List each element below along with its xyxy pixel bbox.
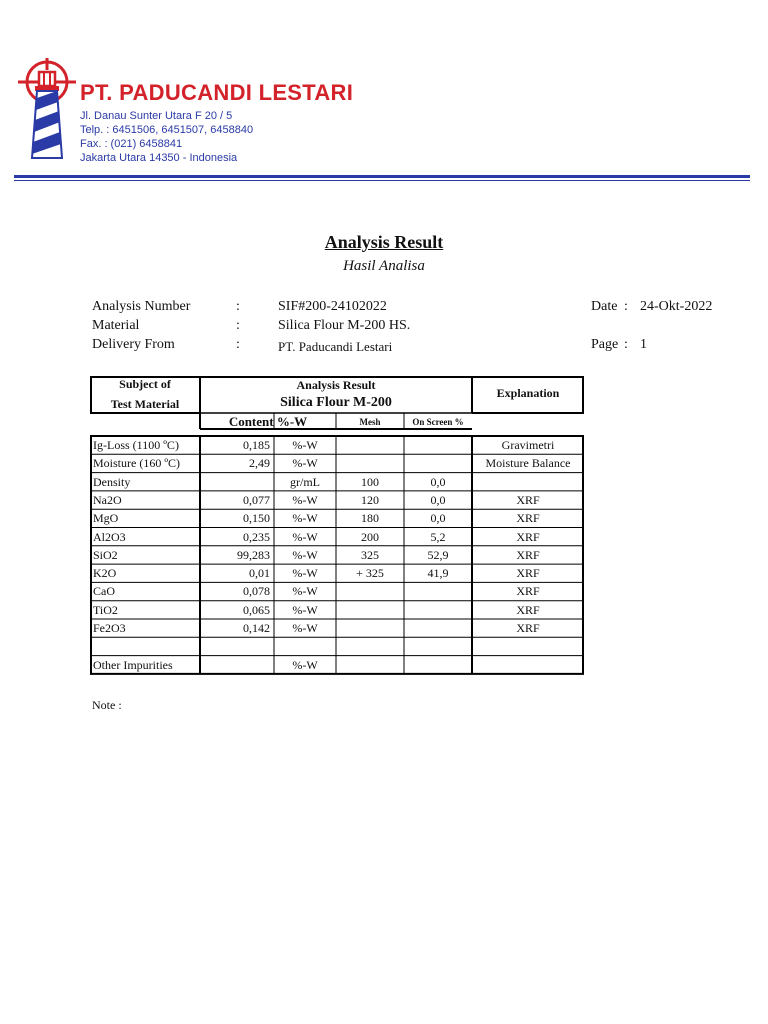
analysis-result-header: Analysis Result [296, 378, 376, 392]
cell-subject: Moisture (160 ºC) [93, 456, 181, 471]
cell-subject: CaO [93, 584, 115, 599]
analysis-number-value: SIF#200-24102022 [278, 299, 387, 314]
cell-unit: %-W [292, 621, 318, 635]
content-header: Content %-W [228, 414, 308, 429]
cell-mesh: 325 [361, 547, 379, 562]
subject-header-line1: Subject of [119, 377, 171, 391]
cell-unit: gr/mL [290, 474, 320, 489]
cell-explanation: XRF [516, 621, 540, 635]
cell-unit: %-W [292, 657, 318, 672]
company-telephone: Telp. : 6451506, 6451507, 6458840 [80, 124, 254, 136]
cell-mesh: 120 [361, 492, 379, 507]
cell-unit: %-W [292, 566, 318, 581]
cell-value: 2,49 [249, 456, 270, 471]
analysis-number-colon: : [236, 299, 240, 314]
material-value: Silica Flour M-200 HS. [278, 318, 411, 333]
cell-unit: %-W [292, 456, 318, 471]
cell-unit: %-W [292, 511, 318, 526]
cell-subject: Other Impurities [93, 657, 173, 672]
page-value: 1 [640, 337, 647, 352]
header-divider-thin [14, 180, 750, 181]
cell-explanation: XRF [516, 602, 540, 617]
onscreen-header: On Screen % [412, 417, 464, 427]
page-colon: : [624, 337, 628, 352]
cell-unit: %-W [292, 492, 318, 507]
cell-subject: MgO [93, 511, 119, 526]
cell-value: 0,185 [243, 438, 270, 452]
cell-onscreen: 41,9 [427, 566, 449, 581]
cell-subject: Na2O [93, 492, 122, 507]
delivery-from-colon: : [236, 337, 240, 352]
cell-subject: Al2O3 [93, 529, 126, 544]
cell-mesh: + 325 [356, 566, 384, 581]
cell-value: 0,150 [243, 511, 270, 526]
analysis-table [90, 376, 584, 678]
cell-subject: Density [93, 474, 131, 489]
material-label: Material [92, 318, 140, 333]
subject-header-line2: Test Material [110, 397, 180, 411]
note-label: Note : [92, 698, 122, 712]
cell-mesh: 180 [361, 511, 379, 526]
letterhead [0, 0, 768, 185]
cell-subject: SiO2 [93, 547, 118, 562]
cell-explanation: Moisture Balance [485, 456, 571, 471]
cell-explanation: XRF [516, 492, 540, 507]
cell-value: 0,077 [243, 492, 270, 507]
cell-subject: Ig-Loss (1100 ºC) [93, 438, 179, 452]
delivery-from-value: PT. Paducandi Lestari [278, 339, 393, 354]
cell-onscreen: 0,0 [430, 474, 446, 489]
page-label: Page [591, 337, 619, 352]
cell-explanation: XRF [516, 511, 540, 526]
company-fax: Fax. : (021) 6458841 [80, 138, 183, 150]
header-divider-thick [14, 175, 750, 178]
cell-value: 0,01 [249, 566, 270, 581]
cell-explanation: XRF [516, 584, 540, 599]
cell-unit: %-W [292, 584, 318, 599]
company-name: PT. PADUCANDI LESTARI [80, 80, 354, 105]
document-subtitle: Hasil Analisa [343, 258, 425, 274]
date-label: Date [591, 299, 618, 314]
mesh-header: Mesh [359, 417, 381, 427]
cell-value: 99,283 [237, 547, 270, 562]
cell-subject: TiO2 [93, 602, 118, 617]
date-colon: : [624, 299, 628, 314]
document-title: Analysis Result [324, 232, 444, 252]
cell-unit: %-W [292, 438, 318, 452]
delivery-from-label: Delivery From [92, 337, 175, 352]
date-value: 24-Okt-2022 [640, 299, 713, 314]
cell-subject: K2O [93, 566, 117, 581]
cell-mesh: 200 [361, 529, 379, 544]
cell-value: 0,065 [243, 602, 270, 617]
cell-explanation: XRF [516, 547, 540, 562]
company-address: Jl. Danau Sunter Utara F 20 / 5 [80, 110, 233, 122]
company-city: Jakarta Utara 14350 - Indonesia [80, 152, 238, 164]
explanation-header: Explanation [496, 386, 560, 400]
cell-onscreen: 52,9 [427, 547, 449, 562]
cell-unit: %-W [292, 547, 318, 562]
cell-value: 0,235 [243, 529, 270, 544]
cell-value: 0,078 [243, 584, 270, 599]
cell-value: 0,142 [243, 621, 270, 635]
cell-explanation: XRF [516, 566, 540, 581]
cell-subject: Fe2O3 [93, 621, 126, 635]
cell-mesh: 100 [361, 474, 379, 489]
cell-explanation: Gravimetri [501, 438, 555, 452]
cell-onscreen: 5,2 [430, 529, 446, 544]
cell-unit: %-W [292, 529, 318, 544]
lighthouse-logo-icon [18, 58, 76, 164]
material-colon: : [236, 318, 240, 333]
cell-explanation: XRF [516, 529, 540, 544]
cell-unit: %-W [292, 602, 318, 617]
product-name-header: Silica Flour M-200 [280, 395, 392, 410]
cell-onscreen: 0,0 [430, 511, 446, 526]
cell-onscreen: 0,0 [430, 492, 446, 507]
analysis-number-label: Analysis Number [92, 299, 191, 314]
